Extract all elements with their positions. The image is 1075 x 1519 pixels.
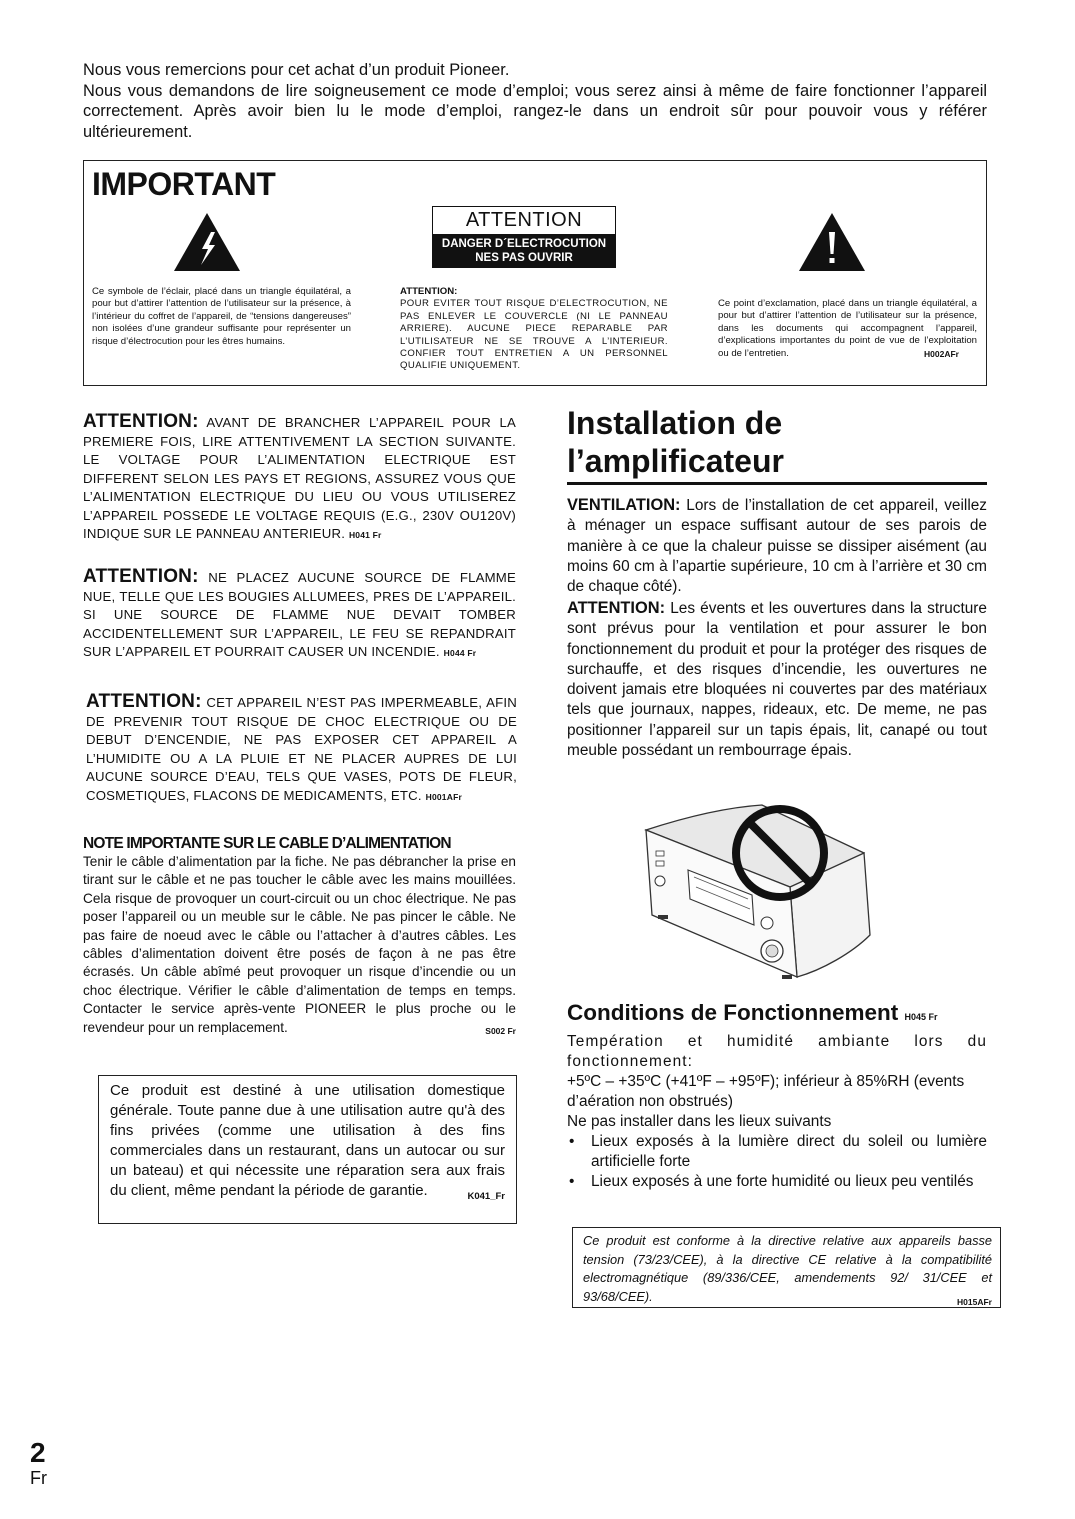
installation-title-line-2: l’amplificateur — [567, 443, 784, 479]
conditions-bullet-1-text: Lieux exposés à la lumière direct du soleil ou lumière artificielle forte — [591, 1133, 987, 1170]
attention-flame-code: H044 Fr — [443, 648, 477, 658]
installation-title — [567, 404, 784, 480]
attention-label-line-1: DANGER D´ELECTROCUTION — [441, 238, 607, 250]
important-title: IMPORTANT — [92, 166, 276, 202]
attention-description-heading: ATTENTION: — [400, 286, 458, 297]
ventilation-heading: VENTILATION: — [567, 496, 681, 514]
attention-label-bottom — [433, 234, 615, 267]
conditions-body — [567, 1032, 987, 1192]
attention-flame-text: NE PLACEZ AUCUNE SOURCE DE FLAMME NUE, TELLE QUE LES BOUGIES ALLUMEES, PRES DE L’APPAREIL. SI UNE SOURCE DE FLAMME NUE DEVAIT TOMBER ACCIDENTELLEMENT SUR L’APPAREIL, LE FEU SE REPANDRAIT SUR L’APPAREIL ET POURRAIT CAUSER UN INCENDIE. — [83, 570, 516, 659]
lightning-description: Ce symbole de l’éclair, placé dans un triangle équilatéral, a pour but d’attirer l’attention de l’utilisateur sur la présence, à l’intérieur du coffret de l’appareil, de “tensions dangereuses” non isolées d’une grandeur suffisante pour représenter un risque d’électrocution pour les êtres humains. — [92, 286, 351, 347]
conditions-title — [567, 1000, 938, 1026]
intro-line-2: Nous vous demandons de lire soigneusement ce mode d’emploi; vous serez ainsi à même de faire fonctionner l’appareil correctement. Après avoir bien lu le mode d’emploi, rangez-le dans un endroit sûr pour pouvoir vous y référer ultérieurement. — [83, 81, 987, 141]
attention-water — [86, 693, 517, 806]
conditions-avoid-heading: Ne pas installer dans les lieux suivants — [567, 1113, 832, 1130]
power-cable-body: Tenir le câble d’alimentation par la fiche. Ne pas débrancher la prise en tirant sur le câble et ne pas toucher le câble avec les mains mouillées. Cela risque de provoquer un court-circuit ou un choc électrique. Ne pas poser l’appareil ou un meuble sur le câble. Ne pas pincer le câble. Ne pas faire de noeud avec le câble ou l’attacher à d’autres câbles. Les câbles d’alimentation doivent être posés de façon à ne pas être écrasés. Un câble abîmé peut provoquer un risque d’incendie ou un choc électrique. Vérifier le câble d’alimentation de temps en temps. Contacter le service après-vente PIONEER le plus proche ou le revendeur pour un remplacement. — [83, 854, 516, 1035]
installation-title-line-1: Installation de — [567, 405, 783, 441]
attention-description — [400, 286, 668, 373]
attention-description-text: POUR EVITER TOUT RISQUE D’ELECTROCUTION, NE PAS ENLEVER LE COUVERCLE (NI LE PANNEAU ARRIERE). AUCUNE PIECE REPARABLE PAR L’UTILISATEUR NE SE TROUVE A L’INTERIEUR. CONFIER TOUT ENTRETIEN A UN PERSONNEL QUALIFIE UNIQUEMENT. — [400, 298, 668, 372]
intro-line-1: Nous vous remercions pour cet achat d’un produit Pioneer. — [83, 61, 510, 79]
ce-notice-text: Ce produit est conforme à la directive relative aux appareils basse tension (73/23/CEE), à la directive CE relative à la compatibilité electromagnétique (89/336/CEE, amendements 92/ 31/CEE et 93/68/CEE). — [583, 1233, 992, 1304]
installation-attention-heading: ATTENTION: — [567, 599, 666, 617]
conditions-temperature-label: Températion et humidité ambiante lors du fonctionnement: — [567, 1033, 987, 1070]
conditions-temperature-range: +5ºC – +35ºC (+41ºF – +95ºF); inférieur à 85%RH (events d’aération non obstrués) — [567, 1073, 965, 1110]
conditions-title-text: Conditions de Fonctionnement — [567, 1000, 899, 1025]
attention-voltage-text: AVANT DE BRANCHER L’APPAREIL POUR LA PREMIERE FOIS, LIRE ATTENTIVEMENT LA SECTION SUIVANTE. LE VOLTAGE POUR L’ALIMENTATION ELECTRIQUE EST DIFFERENT SELON LES PAYS ET REGIONS, ASSUREZ VOUS QUE L’ALIMENTATION ELECTRIQUE DU LIEU OU VOUS UTILISEREZ L’APPAREIL POSSEDE LE VOLTAGE REQUIS (E.G., 230V OU120V) INDIQUE SUR LE PANNEAU ANTERIEUR. — [83, 415, 516, 541]
attention-water-heading: ATTENTION: — [86, 691, 202, 712]
attention-water-text: CET APPAREIL N’EST PAS IMPERMEABLE, AFIN DE PREVENIR TOUT RISQUE DE CHOC ELECTRIQUE OU DE DEBUT D’ENCENDIE, NE PAS EXPOSER CET APPAREIL A L’HUMIDITE OU A LA PLUIE ET NE PLACER AUPRES DE LUI AUCUNE SOURCE D’EAU, TELS QUE VASES, POTS DE FLEUR, COSMETIQUES, FLACONS DE MEDICAMENTS, ETC. — [86, 695, 517, 803]
ventilation-text: Lors de l’installation de cet appareil, veillez à ménager un espace suffisant autour de ses parois de manière à ce que la chaleur puisse se dissiper aisément (au moins 60 cm à l’apartie supérieure, 10 cm à l’arrière et 30 cm de chaque côté). — [567, 497, 988, 596]
ce-notice-box — [572, 1227, 1001, 1308]
attention-voltage-code: H041 Fr — [348, 530, 382, 540]
page-language: Fr — [30, 1468, 47, 1488]
attention-voltage — [83, 413, 516, 545]
attention-flame — [83, 568, 516, 663]
domestic-use-box — [98, 1075, 517, 1224]
lightning-warning-icon — [173, 212, 241, 272]
attention-label-line-2: NES PAS OUVRIR — [475, 252, 573, 264]
exclamation-warning-icon — [798, 212, 866, 272]
power-cable-note — [83, 835, 516, 1040]
ce-notice-code: H015AFr — [957, 1296, 992, 1307]
exclamation-description-text: Ce point d’exclamation, placé dans un triangle équilatéral, a pour but d’attirer l’attention de l’utilisateur sur la présence, dans les documents qui accompagnent l’appareil, d’explications importantes du point de vue de l’exploitation ou de l’entretien. — [718, 298, 977, 359]
power-cable-code: S002 Fr — [485, 1025, 516, 1036]
conditions-bullet-1 — [567, 1132, 987, 1172]
conditions-code: H045 Fr — [904, 1012, 938, 1022]
power-cable-text — [83, 853, 516, 1037]
page-number: 2 — [30, 1437, 46, 1468]
installation-attention-paragraph — [567, 598, 987, 761]
covered-amplifier-prohibited-illustration — [632, 795, 882, 990]
title-rule — [567, 482, 987, 485]
attention-label — [432, 206, 616, 268]
exclamation-description — [718, 298, 977, 360]
bullet-dot: • — [569, 1133, 575, 1150]
conditions-bullet-2 — [567, 1172, 987, 1192]
conditions-bullet-2-text: Lieux exposés à une forte humidité ou lieux peu ventilés — [591, 1173, 974, 1190]
attention-flame-heading: ATTENTION: — [83, 566, 199, 587]
attention-label-top: ATTENTION — [465, 209, 583, 231]
intro-text — [83, 60, 987, 142]
installation-attention-text: Les évents et les ouvertures dans la structure sont prévus pour la ventilation et pour assurer le bon fonctionnement du produit et pour la protéger des risques de surchauffe, et des risques d’incendie, les ouvertures ne doivent jamais etre bloquées ni couvertes par des matériaux tels que journaux, nappes, rideaux, etc. De meme, ne pas positionner l’appareil sur un tapis épais, lit, canapé ou tout meuble possédant un rembourrage épais. — [567, 600, 987, 760]
important-code: H002AFr — [924, 348, 959, 359]
attention-voltage-heading: ATTENTION: — [83, 411, 199, 432]
power-cable-heading: NOTE IMPORTANTE SUR LE CABLE D’ALIMENTATION — [83, 835, 451, 852]
ventilation-paragraph — [567, 495, 987, 597]
attention-water-code: H001AFr — [425, 791, 462, 802]
domestic-use-code: K041_Fr — [467, 1191, 505, 1202]
domestic-use-text: Ce produit est destiné à une utilisation domestique générale. Toute panne due à une utilisation autre qu'à des fins privées (comme une utilisation à des fins commerciales dans un restaurant, dans un autocar ou sur un bateau) et qui nécessite une réparation sera aux frais du client, même pendant la période de garantie. — [110, 1082, 505, 1199]
bullet-dot: • — [569, 1173, 575, 1190]
